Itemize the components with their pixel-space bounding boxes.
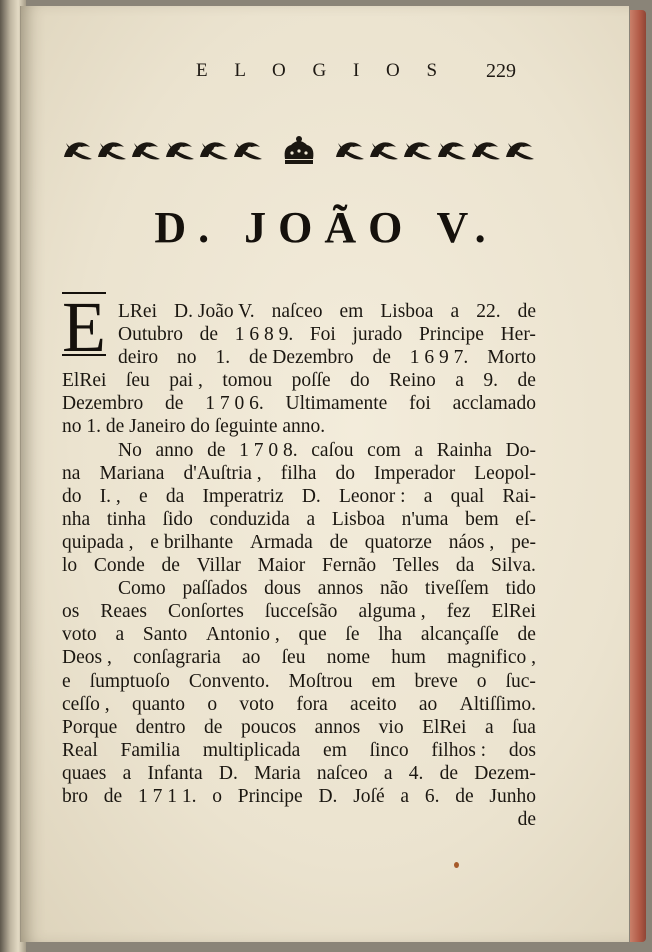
- word: Reino: [389, 370, 436, 392]
- word: acclamado: [452, 393, 536, 415]
- word: de Dezembro: [249, 347, 354, 369]
- word: quaes: [62, 762, 107, 784]
- word: Infanta: [147, 762, 203, 784]
- word: Silva.: [490, 555, 536, 577]
- word: aceito: [350, 693, 397, 715]
- word: poſſe: [291, 370, 331, 392]
- word: de: [517, 301, 536, 322]
- word: do: [62, 485, 82, 507]
- word: que: [298, 624, 327, 646]
- word: em: [339, 301, 364, 322]
- text-line: [62, 739, 536, 762]
- word: anno: [155, 439, 194, 461]
- word: ſucceſsão: [264, 601, 338, 623]
- word: vio: [378, 716, 404, 738]
- word: com: [367, 439, 401, 461]
- word: alguma ,: [358, 601, 426, 623]
- word: o: [212, 785, 222, 807]
- word: Leopol-: [474, 462, 536, 484]
- word: No: [118, 439, 142, 461]
- word: o: [476, 670, 487, 692]
- text-line: [62, 439, 536, 462]
- text-line: [62, 323, 536, 346]
- word: ao: [242, 647, 261, 669]
- word: Antonio ,: [206, 624, 280, 646]
- word: de: [517, 370, 536, 392]
- word: Como: [118, 578, 166, 600]
- word: 4.: [408, 762, 424, 784]
- word: Ultimamente: [285, 393, 388, 415]
- word: Mariana: [99, 462, 165, 484]
- word: Real: [62, 739, 98, 761]
- word: náos ,: [448, 531, 495, 553]
- paper-speck: [454, 862, 459, 868]
- word: d'Auſtria ,: [183, 462, 262, 484]
- text-line: [62, 670, 536, 693]
- word: de: [161, 555, 180, 577]
- word: pe-: [511, 531, 536, 553]
- word: Deos ,: [62, 647, 112, 669]
- body-text: [62, 300, 536, 831]
- word: Reaes: [100, 601, 147, 623]
- word: filha: [280, 462, 317, 484]
- word: de: [439, 762, 459, 784]
- text-line: [62, 485, 536, 508]
- text-line: [62, 600, 536, 623]
- text-line: [62, 693, 536, 716]
- word: 9.: [483, 370, 499, 392]
- word: ſido: [162, 508, 193, 530]
- text-line: [62, 623, 536, 646]
- word: ElRei: [422, 716, 467, 738]
- text-line: [62, 762, 536, 785]
- word: Fernão: [322, 555, 377, 577]
- word: filhos :: [431, 739, 487, 761]
- word: voto: [239, 693, 275, 715]
- word: ſinco: [369, 739, 409, 761]
- word: Rainha: [436, 439, 492, 461]
- word: a: [414, 439, 424, 461]
- word: e: [62, 670, 71, 692]
- word: a: [455, 370, 464, 392]
- word: ſeu: [281, 647, 306, 669]
- word: Moſtrou: [288, 670, 353, 692]
- word: dous: [264, 578, 302, 600]
- word: Principe: [237, 785, 303, 807]
- word: a: [450, 301, 460, 322]
- word: hum: [391, 647, 426, 669]
- word: de: [517, 809, 536, 831]
- word: paſſados: [182, 578, 248, 600]
- word: a: [306, 508, 316, 530]
- word: da: [165, 485, 185, 507]
- text-line: [62, 415, 536, 438]
- word: Do-: [505, 439, 536, 461]
- word: 1 7 0 8.: [239, 439, 298, 461]
- word: dentro: [135, 716, 186, 738]
- word: magnifico ,: [447, 647, 536, 669]
- word: Morto: [487, 347, 536, 369]
- word: de: [329, 531, 348, 553]
- word: Junho: [489, 785, 536, 807]
- word: Porque: [62, 716, 118, 738]
- word: Villar: [196, 555, 241, 577]
- floral-ornament-icon: [62, 128, 536, 174]
- word: a: [383, 762, 393, 784]
- word: dos: [508, 739, 536, 761]
- word: ElRei: [491, 601, 536, 623]
- text-line: [62, 508, 536, 531]
- text-line: [62, 369, 536, 392]
- word: Leonor :: [338, 485, 406, 507]
- word: ſumptuoſo: [89, 670, 170, 692]
- word: ſua: [512, 716, 536, 738]
- page-edge-red: [630, 10, 646, 942]
- running-title: E L O G I O S: [196, 60, 449, 81]
- text-line: [62, 577, 536, 600]
- word: a: [423, 485, 433, 507]
- word: de: [372, 347, 391, 369]
- word: os: [62, 601, 80, 623]
- word: Lisboa: [380, 301, 434, 322]
- word: nome: [326, 647, 371, 669]
- chapter-title: D. JOÃO V.: [154, 203, 498, 252]
- word: nha: [62, 508, 91, 530]
- word: na: [62, 462, 81, 484]
- word: Familia: [120, 739, 181, 761]
- word: Convento.: [188, 670, 270, 692]
- word: Foi: [309, 324, 336, 346]
- word: conſagraria: [133, 647, 221, 669]
- word: 6.: [424, 785, 440, 807]
- word: de: [204, 716, 223, 738]
- word: D.: [318, 785, 338, 807]
- word: tomou: [222, 370, 273, 392]
- word: 1 7 1 1.: [137, 785, 197, 807]
- word: fez: [446, 601, 471, 623]
- word: naſceo: [271, 301, 323, 322]
- word: quanto: [131, 693, 186, 715]
- word: 1 7 0 6.: [205, 393, 264, 415]
- word: ſeu: [125, 370, 150, 392]
- word: D.: [301, 485, 321, 507]
- word: e brilhante: [150, 531, 234, 553]
- word: annos: [317, 578, 364, 600]
- text-line: [62, 300, 536, 323]
- word: no: [177, 347, 197, 369]
- word: bem: [465, 508, 499, 530]
- word: tinha: [106, 508, 146, 530]
- word: ElRei: [62, 370, 107, 392]
- word: de: [199, 324, 219, 346]
- text-line: [62, 646, 536, 669]
- word: do: [350, 370, 370, 392]
- word: eſ-: [515, 508, 536, 530]
- word: LRei: [118, 301, 157, 322]
- word: multiplicada: [202, 739, 301, 761]
- word: tiveſſem: [424, 578, 489, 600]
- word: de: [165, 393, 184, 415]
- word: ao: [418, 693, 438, 715]
- word: Maior: [257, 555, 306, 577]
- word: jurado: [352, 324, 403, 346]
- text-line: [62, 462, 536, 485]
- word: Joſé: [353, 785, 385, 807]
- word: Imperador: [374, 462, 456, 484]
- word: Maria: [254, 762, 301, 784]
- word: quipada ,: [62, 531, 134, 553]
- word: ceſſo ,: [62, 693, 110, 715]
- word: Outubro: [118, 324, 183, 346]
- word: naſceo: [316, 762, 368, 784]
- word: 1 6 9 7.: [409, 347, 469, 369]
- page-number: 229: [486, 60, 516, 82]
- word: em: [371, 670, 396, 692]
- word: bro: [62, 785, 88, 807]
- word: Dezem-: [474, 762, 536, 784]
- word: foi: [409, 393, 431, 415]
- word: breve: [414, 670, 458, 692]
- word: quatorze: [364, 531, 432, 553]
- word: poucos: [240, 716, 297, 738]
- word: fora: [296, 693, 328, 715]
- word: não: [380, 578, 409, 600]
- text-line: [62, 392, 536, 415]
- word: e: [139, 485, 148, 507]
- text-line: [62, 785, 536, 808]
- word: em: [323, 739, 347, 761]
- text-line: [62, 554, 536, 577]
- text-line: [62, 716, 536, 739]
- word: lha: [378, 624, 403, 646]
- word: a: [400, 785, 410, 807]
- word: lo: [62, 555, 78, 577]
- text-line: [62, 808, 536, 831]
- word: alcançaſſe: [420, 624, 499, 646]
- word: a: [115, 624, 125, 646]
- word: de: [455, 785, 474, 807]
- word: Principe: [418, 324, 484, 346]
- word: I. ,: [99, 485, 121, 507]
- text-line: [62, 531, 536, 554]
- word: Lisboa: [331, 508, 385, 530]
- word: do: [335, 462, 355, 484]
- word: n'uma: [401, 508, 449, 530]
- word: ſe: [345, 624, 360, 646]
- word: Altiſſimo.: [459, 693, 536, 715]
- word: 1.: [215, 347, 231, 369]
- word: conduzida: [209, 508, 290, 530]
- word: D. João V.: [174, 301, 255, 322]
- word: Conde: [93, 555, 145, 577]
- word: Imperatriz: [202, 485, 284, 507]
- word: voto: [62, 624, 97, 646]
- word: Santo: [142, 624, 188, 646]
- word: pai ,: [169, 370, 203, 392]
- word: 22.: [476, 301, 501, 322]
- word: a: [122, 762, 132, 784]
- word: de: [517, 624, 536, 646]
- text-line: [62, 346, 536, 369]
- word: da: [455, 555, 475, 577]
- word: 1 6 8 9.: [234, 324, 294, 346]
- word: o: [207, 693, 218, 715]
- word: Telles: [392, 555, 440, 577]
- word: D.: [218, 762, 238, 784]
- word: de: [207, 439, 226, 461]
- word: tido: [505, 578, 536, 600]
- word: de: [103, 785, 123, 807]
- word: deiro: [118, 347, 159, 369]
- word: annos: [314, 716, 361, 738]
- word: Conſortes: [168, 601, 244, 623]
- word: Rai-: [502, 485, 536, 507]
- word: caſou: [311, 439, 354, 461]
- word: ſuc-: [505, 670, 536, 692]
- word: qual: [450, 485, 485, 507]
- word: Armada: [249, 531, 313, 553]
- word: Her-: [500, 324, 536, 346]
- word: Dezembro: [62, 393, 144, 415]
- word: no 1. de Janeiro do ſeguinte anno.: [62, 416, 326, 438]
- running-head: [0, 58, 652, 88]
- drop-cap: E: [62, 292, 106, 356]
- word: a: [484, 716, 494, 738]
